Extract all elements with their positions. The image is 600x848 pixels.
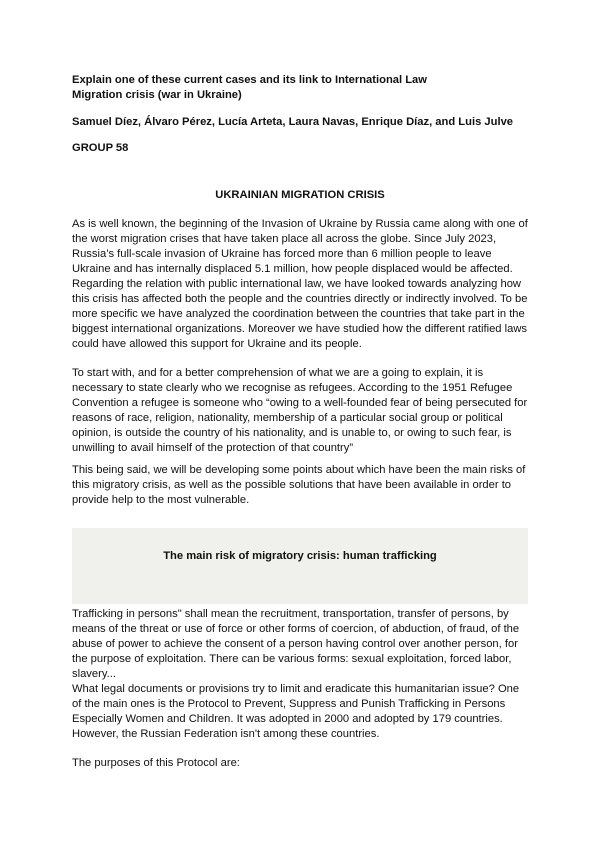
topic: Migration crisis (war in Ukraine) xyxy=(72,89,242,101)
text-line: necessary to state clearly who we recognise as refugees. According to the 1951 Refugee xyxy=(72,382,513,394)
text-line: provide help to the most vulnerable. xyxy=(72,494,250,506)
text-line: What legal documents or provisions try to limit and eradicate this humanitarian issue? One xyxy=(72,683,520,695)
text-line: To start with, and for a better comprehension of what we are a going to explain, it is xyxy=(72,367,484,379)
text-line: Trafficking in persons" shall mean the recruitment, transportation, transfer of persons, by xyxy=(72,608,509,620)
text-line: this migratory crisis, as well as the possible solutions that have been available in order to xyxy=(72,479,512,491)
intro-paragraph xyxy=(72,217,542,352)
section-heading: The main risk of migratory crisis: human trafficking xyxy=(163,550,437,562)
text-line: Ukraine and has internally displaced 5.1 million, how people displaced would be affected. xyxy=(72,263,513,275)
text-line: This being said, we will be developing some points about which have been the main risks of xyxy=(72,464,526,476)
text-line: the purpose of exploitation. There can be various forms: sexual exploitation, forced labor, xyxy=(72,653,512,665)
text-line: Especially Women and Children. It was adopted in 2000 and adopted by 179 countries. xyxy=(72,713,503,725)
transition-paragraph xyxy=(72,463,542,508)
text-line: Regarding the relation with public international law, we have looked towards analyzing how xyxy=(72,278,522,290)
authors: Samuel Díez, Álvaro Pérez, Lucía Arteta, Laura Navas, Enrique Díaz, and Luis Julve xyxy=(72,116,514,128)
text-line: opinion, is outside the country of his nationality, and is unable to, or owing to such fear, is xyxy=(72,427,512,439)
text-line: more specific we have analyzed the coordination between the countries that take part in the xyxy=(72,308,525,320)
document-header xyxy=(72,73,542,103)
trafficking-paragraph xyxy=(72,607,542,742)
text-line: could have allowed this support for Ukraine and its people. xyxy=(72,338,362,350)
group-label: GROUP 58 xyxy=(72,142,129,154)
text-line: the worst migration crises that have taken place all across the globe. Since July 2023, xyxy=(72,233,497,245)
document-title: UKRAINIAN MIGRATION CRISIS xyxy=(215,189,385,201)
text-line: of the main ones is the Protocol to Prevent, Suppress and Punish Trafficking in Persons xyxy=(72,698,506,710)
text-line: Russia’s full-scale invasion of Ukraine has forced more than 6 million people to leave xyxy=(72,248,492,260)
text-line: this crisis has affected both the people and the countries directly or indirectly involved. To be xyxy=(72,293,528,305)
text-line: However, the Russian Federation isn't among these countries. xyxy=(72,728,380,740)
text-line: means of the threat or use of force or other forms of coercion, of abduction, of fraud, of the xyxy=(72,623,520,635)
text-line: biggest international organizations. Moreover we have studied how the different ratified laws xyxy=(72,323,528,335)
text-line: unwilling to avail himself of the protection of that country” xyxy=(72,442,354,454)
text-line: Convention a refugee is someone who “owing to a well-founded fear of being persecuted for xyxy=(72,397,528,409)
refugee-paragraph xyxy=(72,366,542,456)
assignment-prompt: Explain one of these current cases and its link to International Law xyxy=(72,74,427,86)
text-line: slavery... xyxy=(72,668,116,680)
purposes-line: The purposes of this Protocol are: xyxy=(72,757,240,769)
text-line: As is well known, the beginning of the Invasion of Ukraine by Russia came along with one of xyxy=(72,218,528,230)
text-line: abuse of power to achieve the consent of a person having control over another person, for xyxy=(72,638,518,650)
section-heading-box xyxy=(72,528,528,604)
text-line: reasons of race, religion, nationality, membership of a particular social group or political xyxy=(72,412,503,424)
